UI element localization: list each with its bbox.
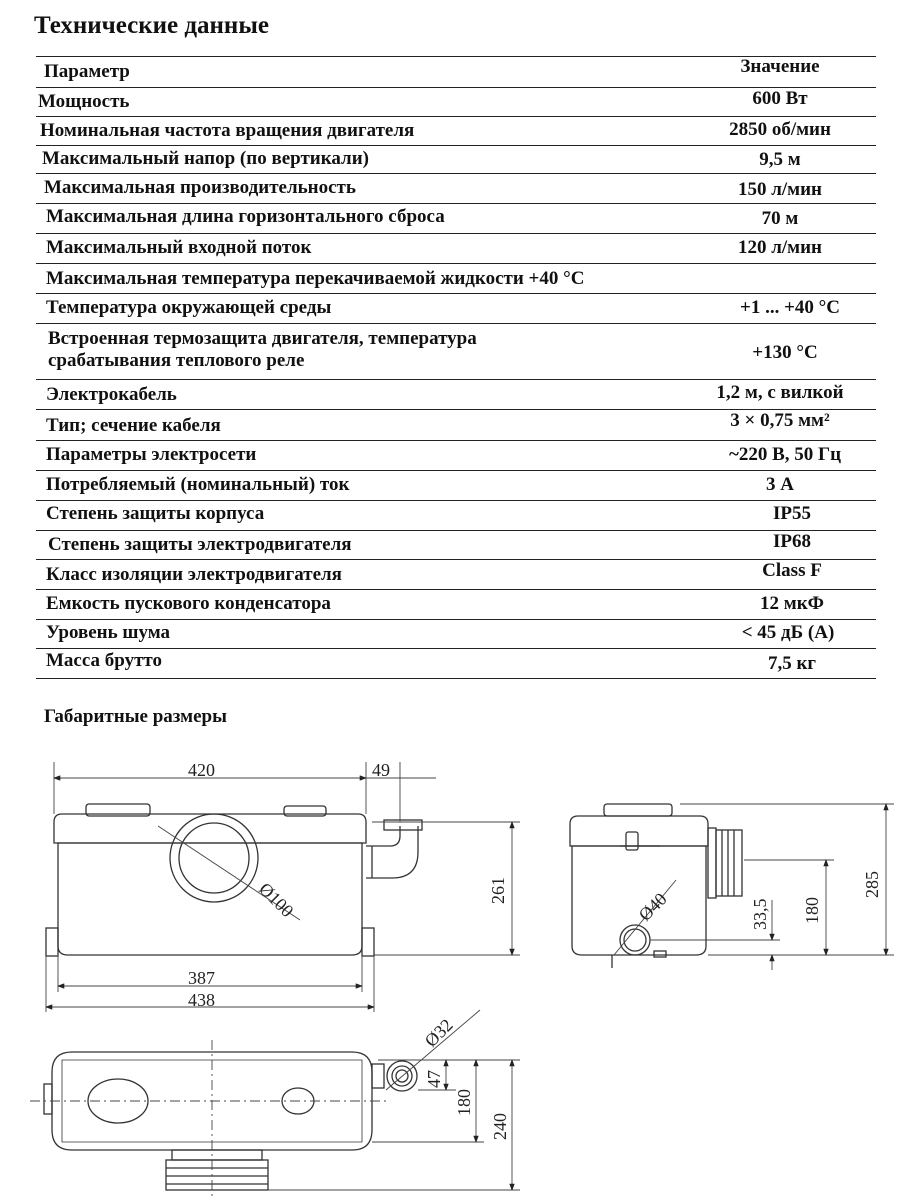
row-value: 600 Вт xyxy=(752,88,808,109)
front-dim-387: 387 xyxy=(188,968,215,988)
top-dim-240: 240 xyxy=(490,1113,510,1140)
row-value: +1 ... +40 °С xyxy=(740,297,840,318)
front-dim-261: 261 xyxy=(488,877,508,904)
row-param: Тип; сечение кабеля xyxy=(46,415,221,436)
row-value: < 45 дБ (А) xyxy=(741,622,835,643)
row-param: Максимальная производительность xyxy=(44,177,356,198)
row-value: 1,2 м, с вилкой xyxy=(716,382,844,403)
row-param: Номинальная частота вращения двигателя xyxy=(40,120,415,141)
row-value: +130 °С xyxy=(752,342,818,363)
top-dim-47: 47 xyxy=(424,1070,444,1088)
row-value: ~220 В, 50 Гц xyxy=(728,444,842,465)
row-value: IP68 xyxy=(773,531,811,552)
row-param: Максимальная температура перекачиваемой жидкости +40 °С xyxy=(46,268,585,289)
front-dim-438: 438 xyxy=(188,990,215,1010)
side-dim-180: 180 xyxy=(802,897,822,924)
row-param: Параметры электросети xyxy=(46,444,257,465)
row-param: Потребляемый (номинальный) ток xyxy=(46,474,350,495)
front-dim-d100: Ø100 xyxy=(255,878,298,922)
header-param: Параметр xyxy=(44,61,130,82)
front-view xyxy=(46,762,520,1012)
row-value: 120 л/мин xyxy=(737,237,823,258)
row-param: Максимальный входной поток xyxy=(46,237,312,258)
row-param: Уровень шума xyxy=(46,622,171,643)
front-dim-49: 49 xyxy=(372,760,390,780)
row-value: IP55 xyxy=(773,503,811,524)
side-dim-285: 285 xyxy=(862,871,882,898)
top-dim-180: 180 xyxy=(454,1089,474,1116)
row-value: 2850 об/мин xyxy=(729,119,831,140)
row-param: Степень защиты электродвигателя xyxy=(48,534,352,555)
row-param: Класс изоляции электродвигателя xyxy=(46,564,342,585)
dimensions-title: Габаритные размеры xyxy=(44,706,227,727)
row-param: Максимальный напор (по вертикали) xyxy=(42,148,369,169)
row-param: Максимальная длина горизонтального сброса xyxy=(46,206,445,227)
row-value: 70 м xyxy=(761,208,799,229)
side-dim-d40: Ø40 xyxy=(634,888,671,925)
front-dim-lines xyxy=(46,762,520,1012)
front-dim-420: 420 xyxy=(188,760,215,780)
row-param-line1: Встроенная термозащита двигателя, температура xyxy=(48,328,477,349)
row-param: Температура окружающей среды xyxy=(46,297,332,318)
row-param-line2: срабатывания теплового реле xyxy=(48,350,305,371)
row-value: Class F xyxy=(762,560,822,581)
side-view xyxy=(570,804,894,970)
top-dim-d32: Ø32 xyxy=(420,1014,457,1051)
dimension-labels xyxy=(188,760,882,1140)
row-value: 12 мкФ xyxy=(760,593,824,614)
row-value: 9,5 м xyxy=(759,149,801,170)
page-title: Технические данные xyxy=(34,12,269,39)
row-param: Мощность xyxy=(38,91,130,112)
row-value: 150 л/мин xyxy=(737,179,823,200)
row-param: Масса брутто xyxy=(46,650,163,671)
row-param: Степень защиты корпуса xyxy=(46,503,265,524)
header-value: Значение xyxy=(740,56,820,77)
row-param: Емкость пускового конденсатора xyxy=(46,593,331,614)
side-dim-lines xyxy=(614,804,894,970)
side-dim-33-5: 33,5 xyxy=(750,898,770,930)
row-value: 3 А xyxy=(766,474,794,495)
row-param: Электрокабель xyxy=(46,384,177,405)
row-value: 7,5 кг xyxy=(767,653,817,674)
row-value: 3 × 0,75 мм² xyxy=(730,410,830,431)
